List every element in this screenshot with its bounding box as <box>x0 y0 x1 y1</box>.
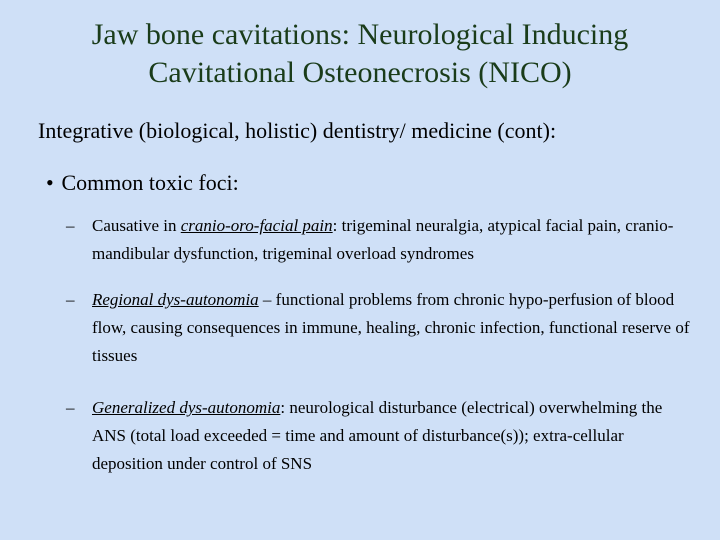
sub-item-lead: Causative in <box>92 216 181 235</box>
bullet-text: Common toxic foci: <box>61 170 239 195</box>
sub-item-cranio-oro-facial-pain <box>66 212 691 268</box>
sub-item-body <box>92 212 691 268</box>
sub-item-emphasis: cranio-oro-facial pain <box>180 216 333 235</box>
sub-item-rest: : neurological disturbance (electrical) overwhelming the ANS (total load exceeded = time and amount of disturbance(s)); extra-cellular deposition under control of SNS <box>92 398 663 473</box>
title-line-2: Cavitational Osteonecrosis (NICO) <box>148 56 572 89</box>
section-heading: Integrative (biological, holistic) dentistry/ medicine (cont): <box>38 118 557 143</box>
sub-item-marker: – <box>66 290 75 309</box>
sub-item-emphasis: Generalized dys-autonomia <box>92 398 281 417</box>
title-line-1: Jaw bone cavitations: Neurological Inducing <box>91 18 629 51</box>
sub-item-regional-dys-autonomia <box>66 286 691 370</box>
sub-item-marker: – <box>66 216 75 235</box>
sub-item-rest: : trigeminal neuralgia, atypical facial pain, cranio-mandibular dysfunction, trigeminal overload syndromes <box>92 216 674 263</box>
bullet-common-toxic-foci <box>46 168 239 198</box>
sub-item-emphasis: Regional dys-autonomia <box>92 290 259 309</box>
sub-item-body <box>92 286 691 370</box>
sub-item-generalized-dys-autonomia <box>66 394 691 478</box>
slide-title <box>20 16 700 92</box>
sub-item-marker: – <box>66 398 75 417</box>
sub-item-body <box>92 394 691 478</box>
bullet-marker: • <box>46 170 54 195</box>
sub-item-rest: – functional problems from chronic hypo-perfusion of blood flow, causing consequences in immune, healing, chronic infection, functional reserve of tissues <box>92 290 690 365</box>
